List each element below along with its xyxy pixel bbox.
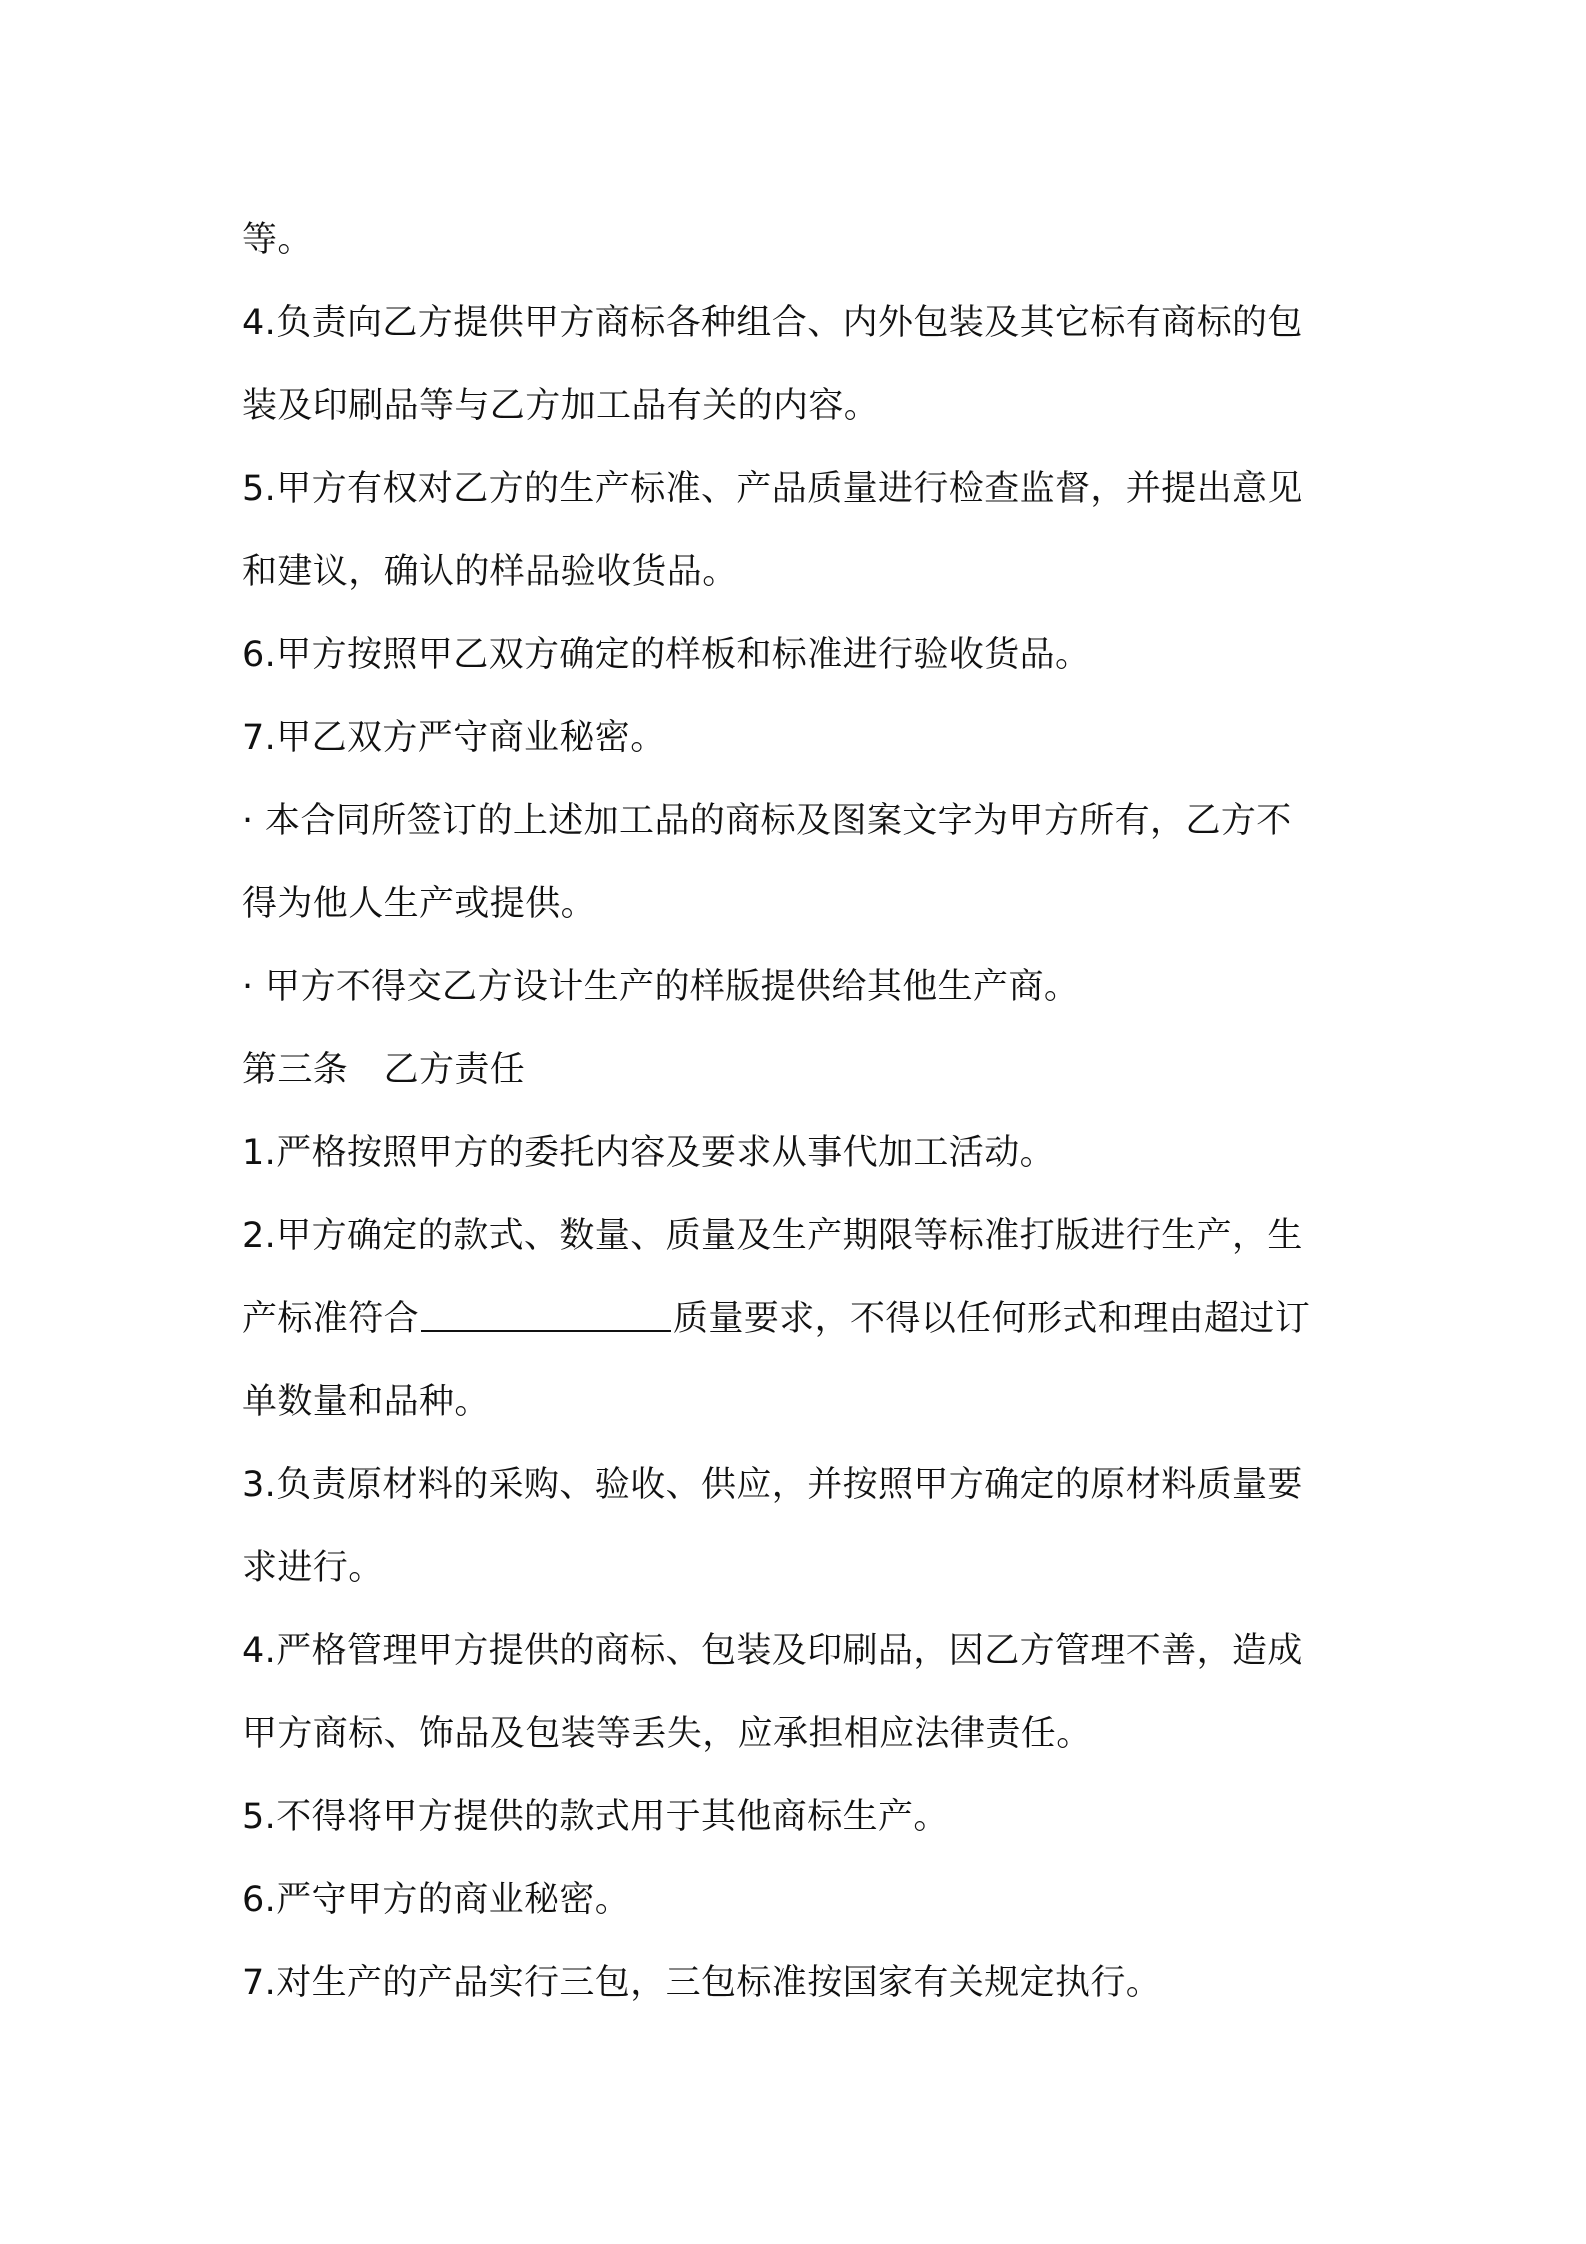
text-line: 甲方商标、饰品及包装等丢失，应承担相应法律责任。 [242,1714,1092,1754]
text-line: 5.甲方有权对乙方的生产标准、产品质量进行检查监督，并提出意见 [242,469,1303,509]
text-segment: 质量要求，不得以任何形式和理由超过订 [673,1299,1311,1339]
text-segment: 产标准符合 [242,1299,420,1339]
text-line: 6.严守甲方的商业秘密。 [242,1880,631,1920]
text-line: 7.甲乙双方严守商业秘密。 [242,718,666,758]
text-line: 装及印刷品等与乙方加工品有关的内容。 [242,386,880,426]
text-line: 和建议，确认的样品验收货品。 [242,552,738,592]
text-line: 求进行。 [242,1548,384,1588]
text-line: 4.负责向乙方提供甲方商标各种组合、内外包装及其它标有商标的包 [242,303,1303,343]
text-line: 等。 [242,220,313,260]
text-line: 2.甲方确定的款式、数量、质量及生产期限等标准打版进行生产，生 [242,1216,1303,1256]
section-heading: 第三条 乙方责任 [242,1050,526,1090]
text-line: 6.甲方按照甲乙双方确定的样板和标准进行验收货品。 [242,635,1091,675]
text-line: 5.不得将甲方提供的款式用于其他商标生产。 [242,1797,949,1837]
text-line: · 甲方不得交乙方设计生产的样版提供给其他生产商。 [242,967,1080,1007]
text-line: 单数量和品种。 [242,1382,490,1422]
fill-in-blank [421,1302,671,1332]
text-line-with-blank [242,1278,1362,1361]
text-line: 4.严格管理甲方提供的商标、包装及印刷品，因乙方管理不善，造成 [242,1631,1303,1671]
text-line: 得为他人生产或提供。 [242,884,597,924]
text-line: · 本合同所签订的上述加工品的商标及图案文字为甲方所有，乙方不 [242,801,1292,841]
text-line: 7.对生产的产品实行三包，三包标准按国家有关规定执行。 [242,1963,1162,2003]
text-line: 1.严格按照甲方的委托内容及要求从事代加工活动。 [242,1133,1055,1173]
text-line: 3.负责原材料的采购、验收、供应，并按照甲方确定的原材料质量要 [242,1465,1303,1505]
document-body [242,199,1362,2025]
